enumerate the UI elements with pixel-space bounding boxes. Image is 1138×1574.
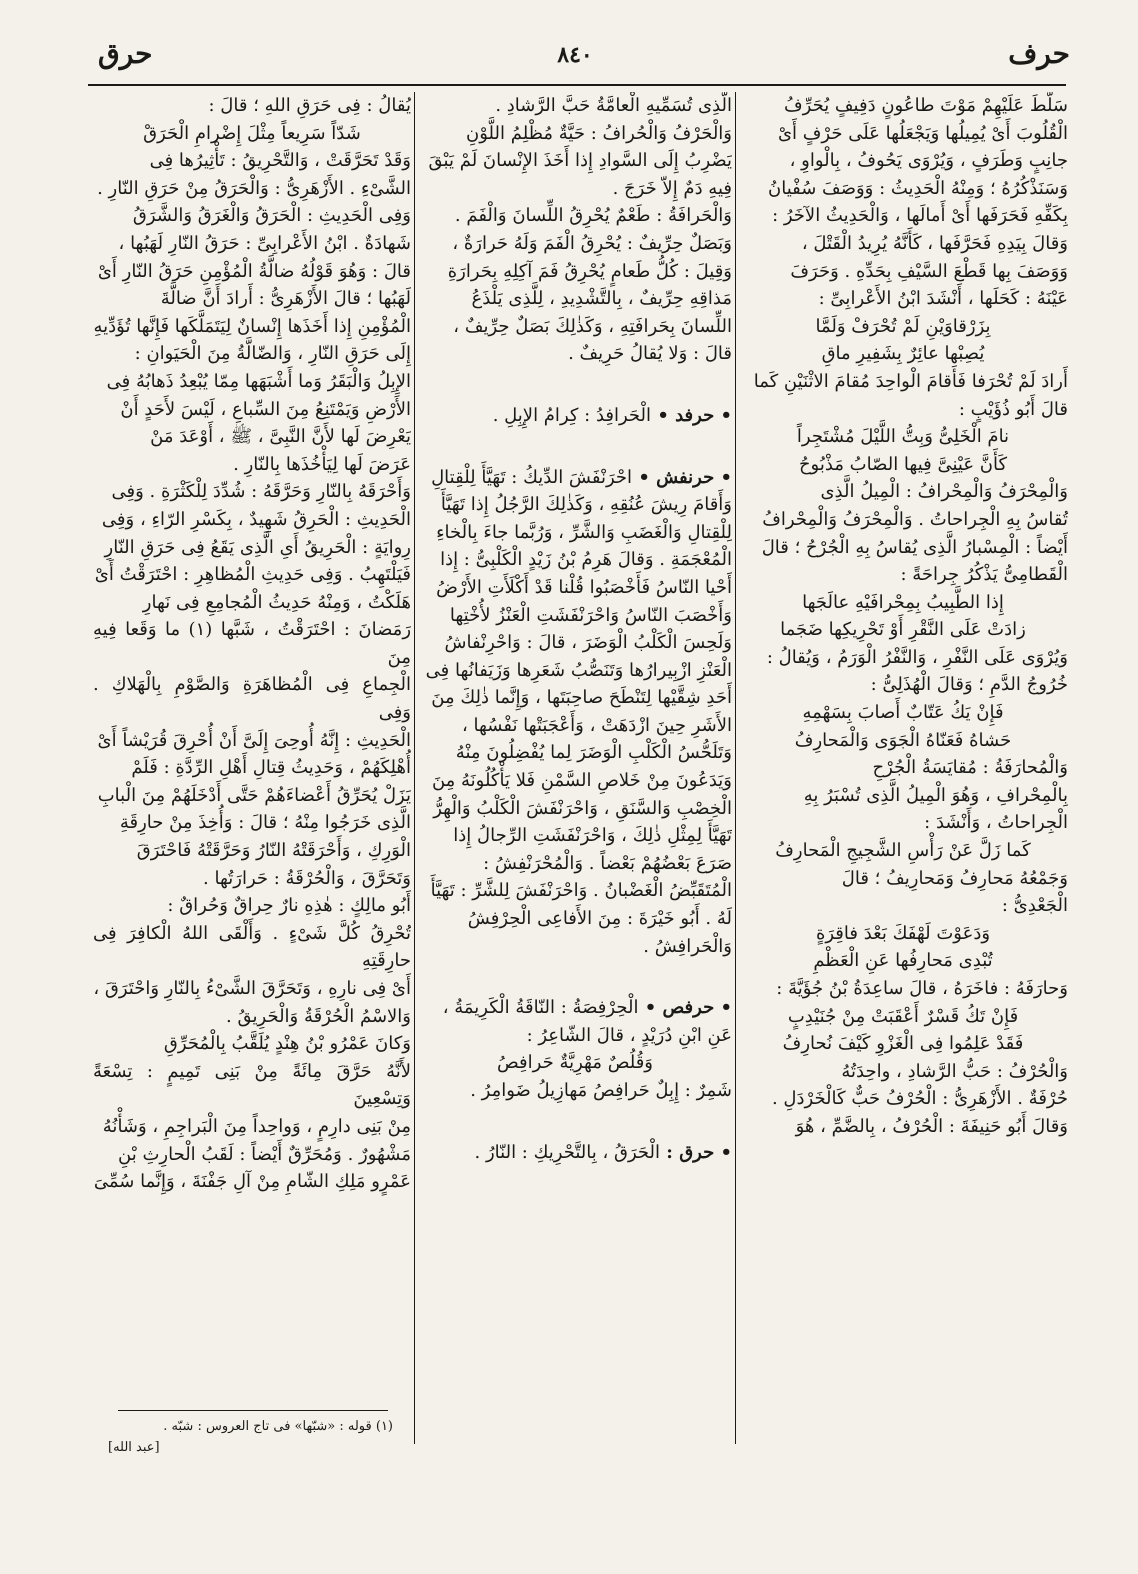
text-line: هَلَكْتُ ، وَمِنْهُ حَدِيثُ الْمُجامِعِ فِى نَهارِ bbox=[142, 591, 411, 613]
headword: حرفص bbox=[662, 997, 715, 1019]
text-line: وَقالَ بِيَدِهِ فَحَرَّفَها ، كَأَنَّهُ يُرِيدُ الْقَتْلَ ، bbox=[801, 232, 1068, 254]
entry-bullet: : bbox=[660, 1141, 680, 1163]
text-line: صَرَعَ بَعْضُهُمْ بَعْضاً . وَالْمُحْرَنْفِشُ : bbox=[483, 852, 732, 874]
text-line: شَمِرٌ : إِبِلٌ حَرافِصُ مَهازِيلُ ضَوامِرُ . bbox=[470, 1080, 732, 1101]
page-number: ٨٤٠ bbox=[557, 42, 593, 68]
text-line: يَعْرِضَ لَها لأَنَّ النَّبِىَّ ، ﷺ ، أَوْعَدَ مَنْ bbox=[150, 426, 411, 448]
text-line: بِكَفِّهِ فَحَرَفَها أَىْ أَمالَها ، وَالْحَدِيثُ الآخَرُ : bbox=[772, 205, 1068, 227]
middle-column bbox=[418, 92, 732, 1434]
entry-bullet: • bbox=[651, 404, 676, 426]
text-line: وَحارَفَهُ : فاخَرَهُ ، قالَ ساعِدَةُ بْنُ جُؤَيَّةَ : bbox=[776, 978, 1068, 999]
left-column bbox=[93, 92, 411, 1434]
text-line: وَجَمْعُهُ مَحارِفُ وَمَحارِيفُ ؛ قالَ bbox=[841, 867, 1068, 889]
text-line: الْخِصْبِ وَالسَّنَقِ ، وَاحْرَنْفَشَ الْكَلْبُ وَالْهِرُّ bbox=[433, 797, 732, 819]
text-line: أَحَدِ شِقَّيْها لِتَنْطَحَ صاحِبَتَها ، وَإِنَّما ذٰلِكَ مِنَ bbox=[431, 687, 732, 709]
text-line: شَهادَةٌ . ابْنُ الأَعْرابِىِّ : حَرَقُ النّارِ لَهَبُها ، bbox=[118, 232, 411, 254]
text-line: جانِبٍ وَطَرَفٍ ، وَيُرْوَى يَحُوفُ ، بِالْواوِ ، bbox=[789, 150, 1068, 172]
text-line: الْجِماعِ فِى الْمُظاهَرَةِ وَالصَّوْمِ بِالْهَلاكِ . وَفِى bbox=[93, 674, 411, 724]
column-divider bbox=[414, 92, 415, 1444]
text-line: الْجِراحاتُ ، وَأَنْشَدَ : bbox=[924, 812, 1068, 834]
text-line: وَوَصَفَ بِها قَطْعَ السَّيْفِ بِحَدِّهِ . وَحَرَفَ bbox=[790, 260, 1068, 282]
header-right-word: حرف bbox=[1008, 37, 1070, 70]
text-line: أَرادَ لَمْ تُحْرَفا فَأَقامَ الْواحِدَ مُقامَ الاثْنَيْنِ كَما bbox=[753, 370, 1068, 392]
entry-bullet: • bbox=[632, 466, 657, 488]
text-line: أَحْيا النّاسُ فَأَخْصَبُوا قُلْنا قَدْ أَكْلَأَتِ الأَرْضُ bbox=[436, 576, 732, 598]
text-line: مِنْ بَنِى دارِمٍ ، وَواحِداً مِنَ الْبَراجِمِ ، وَشَأْنُهُ bbox=[102, 1115, 411, 1137]
text-line: رِوايَةٍ : الْحَرِيقُ أَىِ الَّذِى يَقَعُ فِى حَرَقِ النّارِ bbox=[104, 536, 411, 558]
text-line: وَالْمِحْرَفُ وَالْمِحْرافُ : الْمِيلُ الَّذِى bbox=[820, 481, 1068, 503]
header-left-word: حرق bbox=[98, 37, 153, 70]
entry-bullet: • bbox=[714, 1141, 732, 1163]
text-line: الْمُتَقَبِّضُ الْغَضْبانُ . وَاحْرَنْفَشَ لِلشَّرِّ : تَهَيَّأَ bbox=[430, 880, 732, 902]
headword: حرنفش bbox=[656, 466, 715, 488]
text-line: اللِّسانَ بِحَرافَتِهِ ، وَكَذٰلِكَ بَصَلٌ حِرِّيفٌ ، bbox=[453, 315, 732, 337]
header-rule bbox=[88, 84, 1066, 86]
text-line: الأَشَرِ حِينَ ازْدَهَتْ ، وَأَعْجَبَتْها نَفْسُها ، bbox=[461, 714, 732, 736]
text-line: قالَ أَبُو ذُؤَيْبٍ : bbox=[958, 398, 1068, 420]
verse-line: كَأَنَّ عَيْنِىَّ فِيها الصّابُ مَذْبُوحُ bbox=[798, 453, 1008, 475]
text-line: الْحَدِيثِ : الْحَرِقُ شَهِيدٌ ، بِكَسْرِ الرّاءِ ، وَفِى bbox=[101, 508, 411, 530]
text-line: الْوَرِكِ ، وَأَحْرَقَتْهُ النّارُ وَحَرَّقَتْهُ فَاحْتَرَقَ bbox=[136, 840, 411, 862]
text-line: عَمْرٍو مَلِكِ الشّامِ مِنْ آلِ جَفْنَةَ ، وَإِنَّما سُمِّىَ bbox=[93, 1171, 411, 1193]
text-line: الْعَنْزِ ازْبِيرارُها وَتَنَصُّبُ شَعَرِها وَزَيَفانُها فِى bbox=[425, 659, 732, 681]
text-line: الَّذِى خَرَجُوا مِنْهُ ؛ قالَ : وَأُخِذَ مِنْ حارِقَةِ bbox=[119, 812, 411, 834]
text-line: قالَ : وَهُوَ قَوْلُهُ ضالَّةُ الْمُؤْمِنِ حَرَقُ النّارِ أَىْ bbox=[97, 260, 411, 282]
text-line: لِلْقِتالِ وَالْغَضَبِ وَالشَّرِّ ، وَرُبَّما جاءَ بِالْخاءِ bbox=[436, 521, 732, 543]
verse-line: وَقُلُصٌ مَهْرِيَّةٌ حَرافِصُ bbox=[497, 1052, 653, 1074]
text-line: وَأَقامَ رِيشَ عُنُقِهِ ، وَكَذٰلِكَ الرَّجُلُ إِذا تَهَيَّأَ bbox=[440, 494, 732, 516]
text-line: لأَنَّهُ حَرَّقَ مِائَةً مِنْ بَنِى تَمِيمٍ : تِسْعَةً وَتِسْعِينَ bbox=[93, 1060, 411, 1110]
headword: حرق bbox=[679, 1141, 715, 1163]
text-line: لَهُ . أَبُو خَيْرَةَ : مِنَ الأَفاعِى الْحِرْفِشُ bbox=[467, 908, 732, 930]
verse-line: فَإِنْ يَكُ عَتّابٌ أَصابَ بِسَهْمِهِ bbox=[802, 702, 1004, 724]
text-line: وَالْحَرْفُ وَالْحُرافُ : حَيَّةٌ مُظْلِمُ اللَّوْنِ bbox=[466, 122, 732, 144]
text-line: تُحْرِقُ كُلَّ شَىْءٍ . وَأَلْقَى اللهُ الْكافِرَ فِى حارِقَتِهِ bbox=[93, 922, 411, 972]
text-line: أَبُو مالِكٍ : هٰذِهِ نارٌ حِراقٌ وَحُراقٌ : bbox=[167, 895, 411, 917]
entry-text: الْحَرَقُ ، بِالتَّحْرِيكِ : النّارُ . bbox=[474, 1141, 660, 1163]
text-line: سَلَّطَ عَلَيْهِمْ مَوْتَ طاعُونٍ دَفِيفٍ يُحَرِّفُ bbox=[783, 95, 1068, 116]
text-line: يَضْرِبُ إِلَى السَّوادِ إِذا أَخَذَ الإِنْسانَ لَمْ يَبْقَ bbox=[428, 150, 732, 172]
footnote-signature: [عبد الله] bbox=[108, 1440, 160, 1455]
entry-bullet: • bbox=[638, 997, 663, 1019]
text-line: وَيَدَعُونَ مِنْ خَلاصِ السَّمْنِ فَلا يَأْكُلُونَهُ مِنَ bbox=[431, 770, 732, 792]
text-line: حُرْفَةٌ . الأَزْهَرِىُّ : الْحُرْفُ حَبٌّ كَالْخَرْدَلِ . bbox=[771, 1088, 1068, 1110]
verse-line: نامَ الْخَلِىُّ وَبِتُّ اللَّيْلَ مُشْتَجِراً bbox=[796, 426, 1010, 448]
text-line: عَيْنَهُ : كَحَلَها ، أَنْشَدَ ابْنُ الأَعْرابِىِّ : bbox=[818, 288, 1068, 310]
verse-line: حَشاهُ فَعَنّاهُ الْجَوَى وَالْمَحارِفُ bbox=[794, 729, 1012, 751]
text-line: وَقِيلَ : كُلُّ طَعامٍ يُحْرِقُ فَمَ آكِلِهِ بِحَرارَةِ bbox=[447, 260, 732, 282]
text-line: وَسَنَذْكُرُهُ ؛ وَمِنْهُ الْحَدِيثُ : وَوَصَفَ سُفْيانُ bbox=[768, 177, 1068, 199]
text-line: رَمَضانَ : احْتَرَقْتُ ، شَبَّها (١) ما وَقَعا فِيهِ مِنَ bbox=[93, 619, 411, 668]
text-line: وَتَحَرَّقَ ، وَالْحُرْقَةُ : حَرارَتُها . bbox=[203, 867, 411, 889]
text-line: وَالْمُحارَفَةُ : مُقايَسَةُ الْجُرْحِ bbox=[872, 757, 1068, 779]
text-line: وَتَلَحُّسُ الْكَلْبِ الْوَضَرَ لِما يُفْضِلُونَ مِنْهُ bbox=[455, 742, 732, 764]
verse-line: كَما زَلَّ عَنْ رَأْسِ الشَّجِيجِ الْمَحارِفُ bbox=[775, 840, 1031, 862]
right-column bbox=[738, 92, 1068, 1434]
entry-text: الْحِرْفِصَةُ : النّاقَةُ الْكَرِيمَةُ ، bbox=[442, 997, 639, 1019]
footnote: (١) قوله : «شبّها» فى تاج العروس : شبّه . bbox=[163, 1419, 393, 1434]
verse-line: بِزَرْقاوَيْنِ لَمْ تُحْرَفْ وَلَمَّا bbox=[815, 315, 991, 337]
entry-hrnfsh bbox=[418, 464, 732, 492]
verse-line: تُبْدِى مَحارِفُها عَنِ الْعَظْمِ bbox=[813, 950, 993, 972]
text-line: وَالْحَرافَةُ : طَعْمٌ يُحْرِقُ اللِّسانَ وَالْفَمَ . bbox=[454, 205, 732, 227]
headword: حرفد bbox=[675, 404, 715, 426]
text-line: تَهَيَّأَ لِمِثْلِ ذٰلِكَ ، وَاحْرَنْفَشَتِ الرِّجالُ إِذا bbox=[453, 825, 732, 847]
entry-text: احْرَنْفَشَ الدِّيكُ : تَهَيَّأَ لِلْقِتالِ bbox=[431, 466, 633, 488]
text-line: أَىْ فِى نارِهِ ، وَتَحَرَّقَ الشَّىْءُ بِالنّارِ وَاحْتَرَقَ ، bbox=[93, 978, 411, 999]
text-line: خُرُوجُ الدَّمِ ؛ وَقالَ الْهُذَلِىُّ : bbox=[870, 674, 1068, 696]
entry-text: الْحَرافِدُ : كِرامُ الإِبِلِ . bbox=[492, 404, 652, 426]
text-line: يَزَلْ يُحَرِّقُ أَعْضاءَهُمْ حَتَّى أَدْخَلَهُمْ مِنَ الْبابِ bbox=[97, 784, 411, 806]
text-line: الْقُلُوبَ أَىْ يُمِيلُها وَيَجْعَلُها عَلَى حَرْفٍ أَىْ bbox=[777, 122, 1068, 144]
text-line: يُقالُ : فِى حَرَقِ اللهِ ؛ قالَ : bbox=[208, 95, 411, 116]
text-line: بِالْمِحْرافِ ، وَهُوَ الْمِيلُ الَّذِى تُسْبَرُ بِهِ bbox=[803, 784, 1068, 806]
footnote-rule bbox=[118, 1410, 388, 1411]
text-line: وَالْحَرافِشُ . bbox=[643, 935, 732, 957]
text-line: الأَرْضِ وَيَمْتَنِعُ مِنَ السِّباعِ ، لَيْسَ لأَحَدٍ أَنْ bbox=[120, 398, 411, 420]
text-line: وَفِى الْحَدِيثِ : الْحَرَقُ وَالْغَرَقُ وَالشَّرَقُ bbox=[132, 205, 411, 227]
text-line: وَالْحُرْفُ : حَبُّ الرَّشادِ ، واحِدَتُهُ bbox=[841, 1060, 1068, 1082]
text-line: الْجَعْدِىُّ : bbox=[1001, 895, 1068, 917]
text-line: أُهْلِكَهُمْ ، وَحَدِيثُ قِتالِ أَهْلِ الرِّدَّةِ : فَلَمْ bbox=[131, 757, 411, 779]
text-line: الْحَدِيثِ : إِنَّهُ أُوحِىَ إِلَىَّ أَنْ أُحْرِقَ قُرَيْشاً أَىْ bbox=[97, 729, 411, 751]
verse-line: إِذا الطَّبِيبُ بِمِحْرافَيْهِ عالَجَها bbox=[802, 591, 1004, 613]
entry-bullet: • bbox=[714, 404, 732, 426]
text-line: قالَ : وَلا يُقالُ حَرِيفٌ . bbox=[568, 343, 732, 365]
text-line: تُقاسُ بِهِ الْجِراحاتُ . وَالْمِحْرَفُ وَالْمِحْرافُ bbox=[762, 508, 1068, 530]
text-line: عَنِ ابْنِ دُرَيْدٍ ، قالَ الشّاعِرُ : bbox=[526, 1024, 732, 1046]
text-line: الشَّىْءِ . الأَزْهَرِىُّ : وَالْحَرَقُ مِنْ حَرَقِ النّارِ . bbox=[97, 177, 411, 199]
text-line: وَبَصَلٌ حِرِّيفٌ : يُحْرِقُ الْفَمَ وَلَهُ حَرارَةٌ ، bbox=[452, 232, 732, 254]
text-line: الإِبِلُ وَالْبَقَرُ وَما أَشْبَهَها مِمّا يُبْعِدُ ذَهابُهُ فِى bbox=[106, 370, 411, 392]
text-line: وَقالَ أَبُو حَنِيفَةَ : الْحُرْفُ ، بِالضَّمِّ ، هُوَ bbox=[795, 1115, 1068, 1137]
text-line: الْمُؤْمِنِ إِذا أَخَذَها إِنْسانٌ لِيَتَمَلَّكَها فَإِنَّها تُؤَدِّيهِ bbox=[93, 315, 411, 337]
verse-line: زادَتْ عَلَى النَّقْرِ أَوْ تَحْرِيكِها ضَجَما bbox=[780, 619, 1026, 641]
text-line: مَشْهُورٌ . وَمُحَرِّقٌ أَيْضاً : لَقَبُ الْحارِثِ بْنِ bbox=[118, 1143, 411, 1165]
text-line: مَذاقِهِ حِرِّيفٌ ، بِالتَّشْدِيدِ ، لِلَّذِى يَلْذَعُ bbox=[471, 288, 732, 310]
entry-hrfd bbox=[418, 402, 732, 430]
text-line: وَأَحْرَقَهُ بِالنّارِ وَحَرَّقَهُ : شُدِّدَ لِلْكَثْرَةِ . وَفِى bbox=[111, 481, 411, 503]
entry-bullet: • bbox=[714, 466, 732, 488]
text-line: الْمُعْجَمَةِ . وَقالَ هَرِمُ بْنُ زَيْدٍ الْكَلْبِىُّ : إِذا bbox=[440, 549, 732, 571]
column-divider bbox=[735, 92, 736, 1444]
entry-hrq bbox=[418, 1139, 732, 1167]
text-line: لَهَبُها ؛ قالَ الأَزْهَرِىُّ : أَرادَ أَنَّ ضالَّةَ bbox=[160, 288, 411, 310]
text-line: الْقَطامِىُّ يَذْكُرُ جِراحَةً : bbox=[900, 564, 1068, 586]
text-line: وَكانَ عَمْرُو بْنُ هِنْدٍ يُلَقَّبُ بِالْمُحَرِّقِ bbox=[163, 1033, 411, 1055]
verse-line: يُصِبْها عائِرٌ بِشَفِيرِ ماقِ bbox=[821, 343, 985, 365]
text-line: فَيَلْتَهِبُ . وَفِى حَدِيثِ الْمُظاهِرِ : احْتَرَقْتُ أَىْ bbox=[94, 564, 411, 586]
text-line: وَأَخْصَبَ النّاسُ وَاحْرَنْفَشَتِ الْعَنْزُ لأُخْتِها bbox=[449, 604, 732, 626]
entry-bullet: • bbox=[714, 997, 732, 1019]
text-line: وَقَدْ تَحَرَّقَتْ ، وَالتَّحْرِيقُ : تَأْثِيرُها فِى bbox=[149, 150, 411, 172]
text-line: الَّذِى تُسَمِّيهِ الْعامَّةُ حَبَّ الرَّشادِ . bbox=[495, 95, 732, 116]
text-line: أَيْضاً : الْمِسْبارُ الَّذِى يُقاسُ بِهِ الْجُرْحُ ؛ قالَ bbox=[761, 536, 1068, 558]
text-line: وَيُرْوَى عَلَى النَّفْرِ ، وَالنَّفْرُ الْوَرَمُ ، وَيُقالُ : bbox=[766, 646, 1068, 668]
verse-line: شَدّاً سَرِيعاً مِثْلَ إِضْرامِ الْحَرَقْ bbox=[143, 122, 361, 144]
verse-line: وَدَعَوْتَ لَهْفَكَ بَعْدَ فاقِرَةٍ bbox=[815, 922, 991, 944]
text-line: وَالاسْمُ الْحُرْقَةُ وَالْحَرِيقُ . bbox=[226, 1005, 411, 1027]
entry-hrfsh bbox=[418, 994, 732, 1022]
text-line: عَرَضَ لَها لِيَأْخُذَها بِالنّارِ . bbox=[233, 453, 411, 475]
verse-line: فَقَدْ عَلِمُوا فِى الْغَزْوِ كَيْفَ نُحارِفُ bbox=[782, 1033, 1024, 1055]
text-line: فِيهِ دَمٌ إِلاّ خَرَجَ . bbox=[612, 177, 732, 199]
text-line: إِلَى حَرَقِ النّارِ ، وَالضّالَّةُ مِنَ الْحَيَوانِ : bbox=[134, 343, 411, 365]
verse-line: فَإِنْ تَكُ قَسْرٌ أَعْقَبَتْ مِنْ جُنَيْدِبٍ bbox=[787, 1005, 1019, 1027]
text-line: وَلَحِسَ الْكَلْبُ الْوَضَرَ ، قالَ : وَاحْرِنْفاشُ bbox=[444, 632, 732, 654]
